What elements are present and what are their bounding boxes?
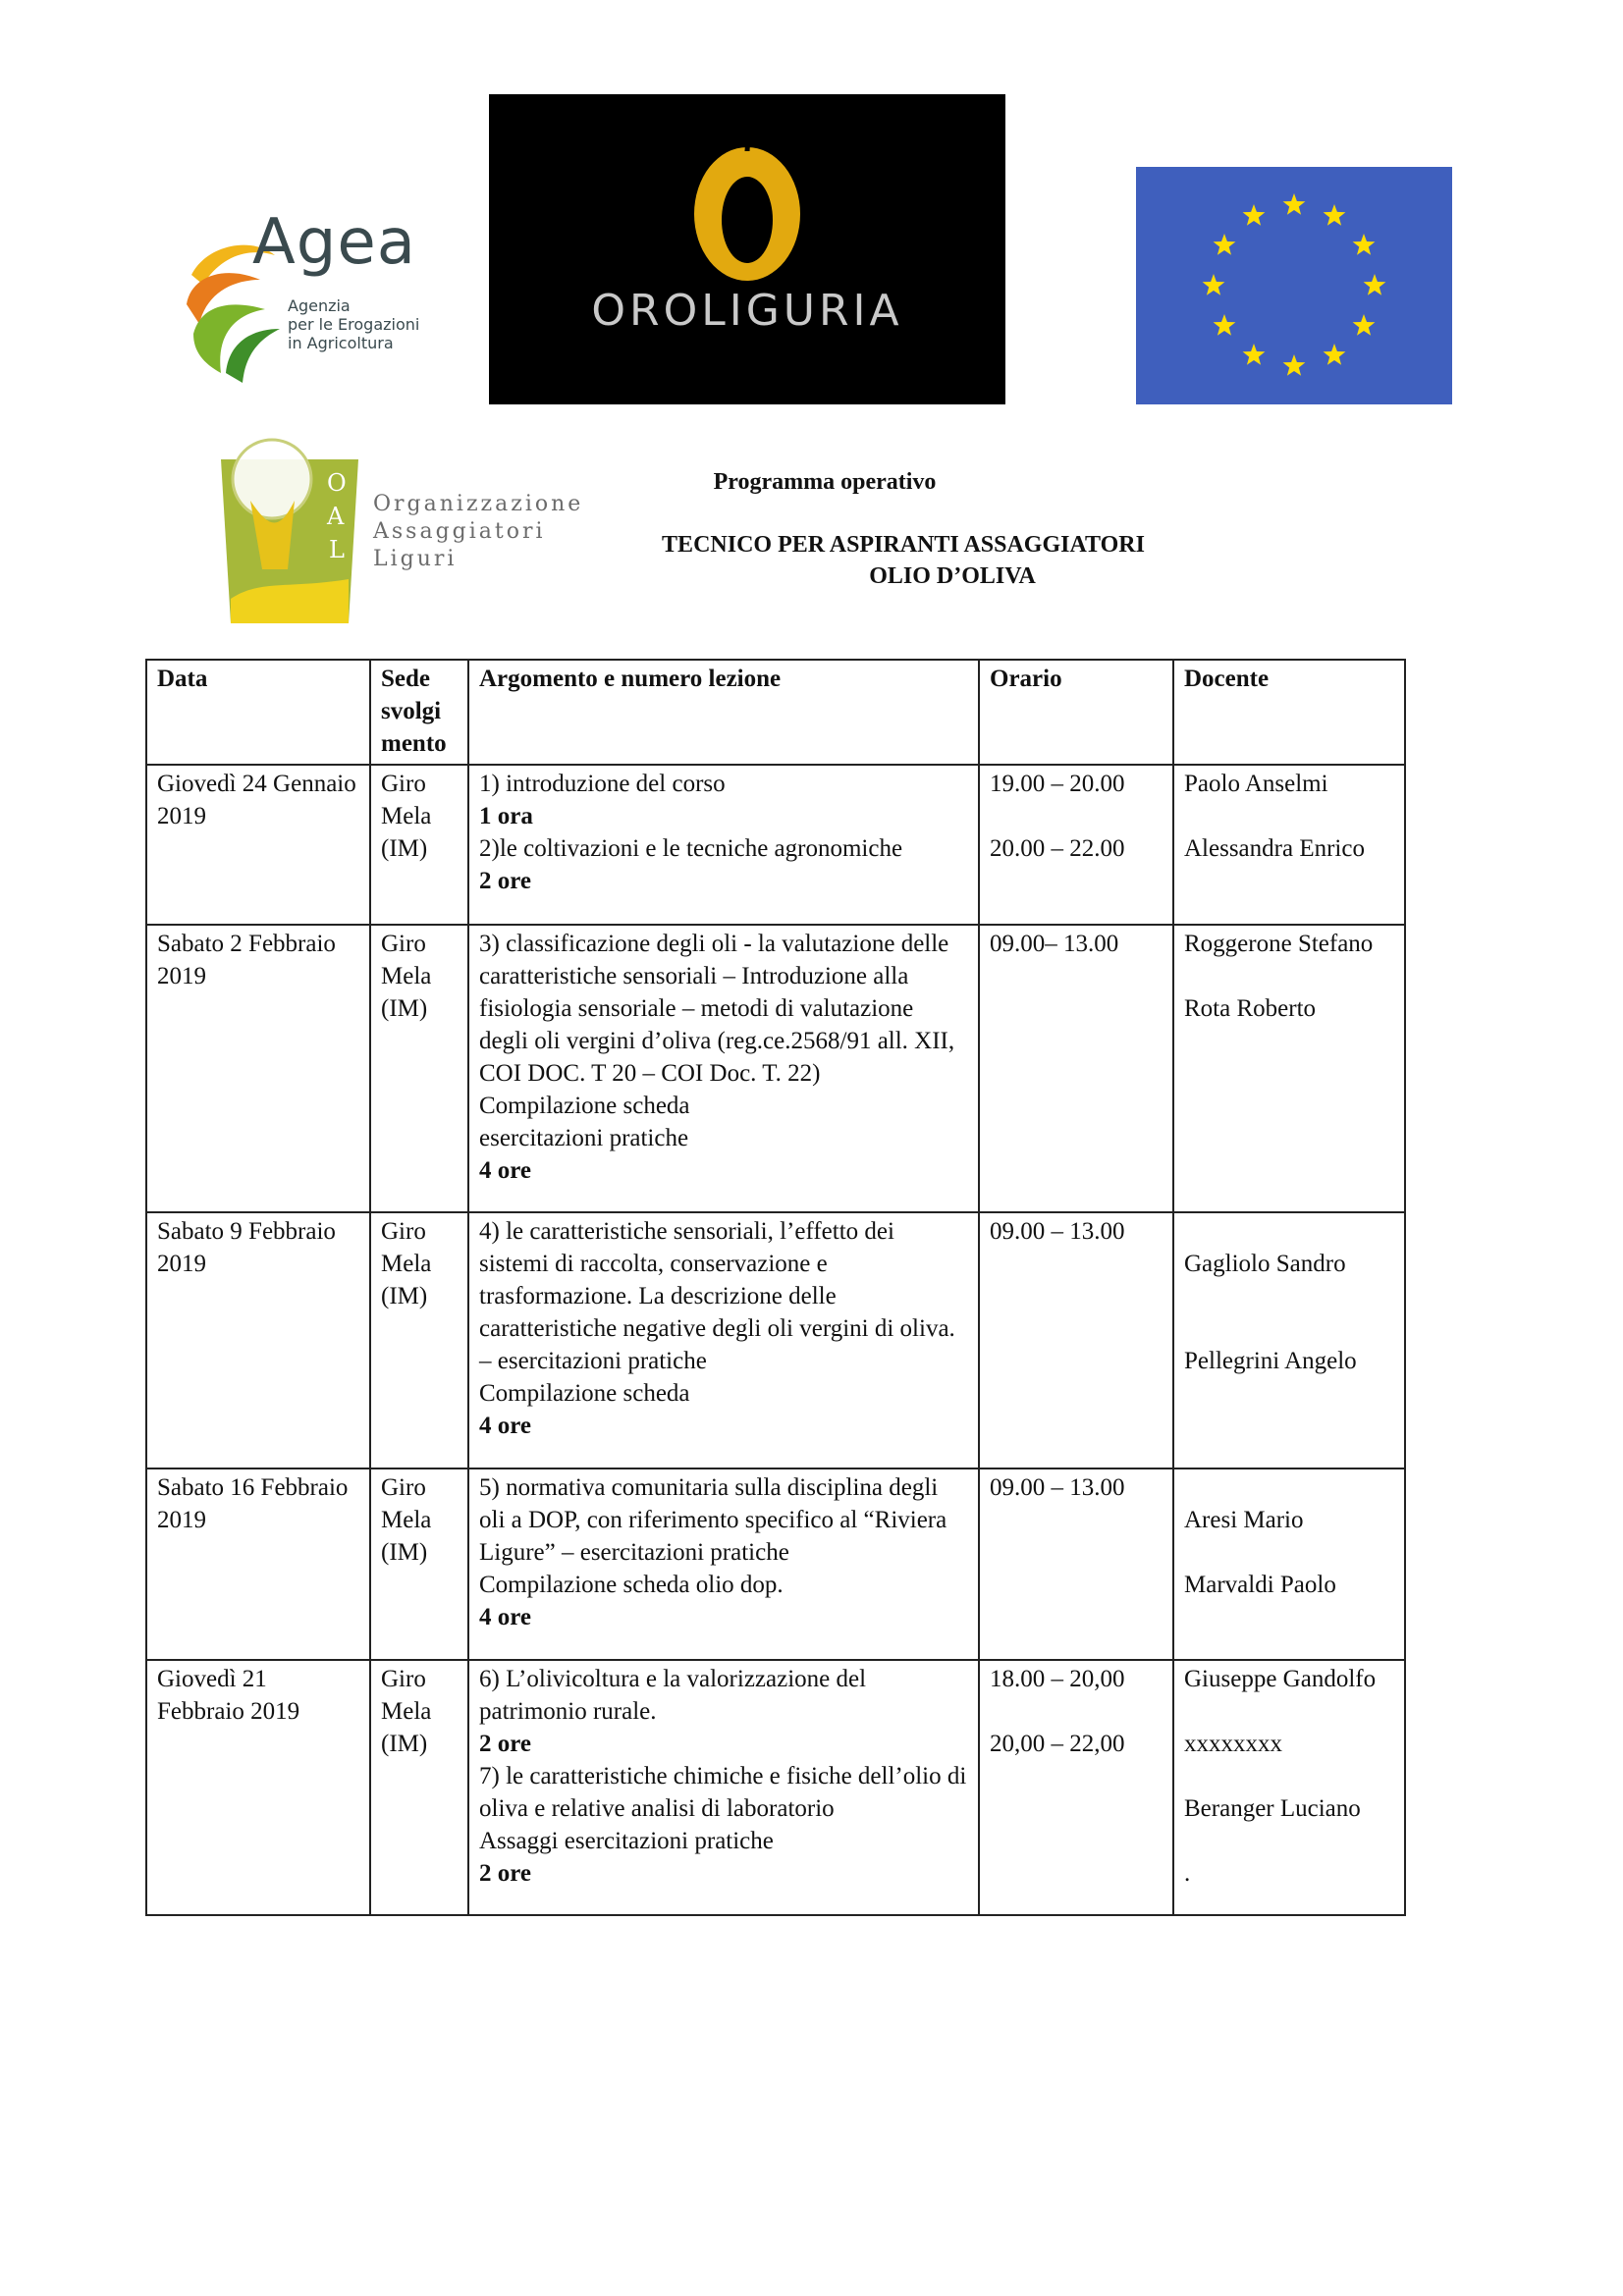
eu-star-icon xyxy=(1353,314,1376,336)
agea-logo xyxy=(182,206,427,363)
topic-text: Compilazione scheda xyxy=(479,1093,690,1119)
time-cell xyxy=(979,1660,1173,1915)
time-cell xyxy=(979,925,1173,1212)
date-cell: Sabato 2 Febbraio 2019 xyxy=(146,925,370,1212)
place-cell: Giro Mela (IM) xyxy=(370,765,468,925)
topic-text: Assaggi esercitazioni pratiche xyxy=(479,1828,774,1854)
oal-letter-a: A xyxy=(327,503,345,530)
table-row xyxy=(146,1212,1405,1468)
eu-star-icon xyxy=(1214,234,1236,255)
page-title: Programma operativo xyxy=(713,469,937,495)
topic-text: esercitazioni pratiche xyxy=(479,1125,689,1151)
topic-cell xyxy=(468,1660,979,1915)
oroliguria-logo xyxy=(489,94,1005,404)
date-cell: Giovedì 24 Gennaio 2019 xyxy=(146,765,370,925)
teacher-name: Paolo Anselmi xyxy=(1184,771,1328,797)
column-header-place: Sede svolgi mento xyxy=(370,660,468,765)
oal-name-line-1: Organizzazione xyxy=(373,492,584,516)
column-header-topic: Argomento e numero lezione xyxy=(468,660,979,765)
topic-text: Compilazione scheda olio dop. xyxy=(479,1572,784,1598)
table-row xyxy=(146,1468,1405,1660)
agea-subtitle: Agenzia per le Erogazioni in Agricoltura xyxy=(288,296,420,352)
eu-star-icon xyxy=(1243,204,1266,226)
eu-star-icon xyxy=(1283,354,1306,376)
teacher-name: Pellegrini Angelo xyxy=(1184,1348,1357,1374)
topic-text: 5) normativa comunitaria sulla disciplina degli oli a DOP, con riferimento specifico al “Riviera Ligure” – esercitazioni pratiche xyxy=(479,1474,947,1566)
teacher-name: Gagliolo Sandro xyxy=(1184,1251,1346,1277)
teacher-name: Marvaldi Paolo xyxy=(1184,1572,1336,1598)
time-slot: 09.00 – 13.00 xyxy=(990,1218,1125,1245)
table-row xyxy=(146,1660,1405,1915)
time-slot: 09.00– 13.00 xyxy=(990,931,1119,957)
olive-icon xyxy=(489,94,1005,291)
teacher-name: Aresi Mario xyxy=(1184,1507,1304,1533)
schedule-table xyxy=(145,659,1406,1916)
topic-hours: 2 ore xyxy=(479,1731,531,1757)
topic-text: 4) le caratteristiche sensoriali, l’effetto dei sistemi di raccolta, conservazione e trasformazione. La descrizione delle caratteristiche negative degli oli vergini di oliva. – esercitazioni pratiche xyxy=(479,1218,955,1374)
oal-name-line-2: Assaggiatori xyxy=(373,519,546,544)
eu-star-icon xyxy=(1364,274,1386,295)
oal-logo xyxy=(201,432,614,628)
topic-hours: 1 ora xyxy=(479,803,533,829)
eu-star-icon xyxy=(1214,314,1236,336)
agea-wordmark: Agea xyxy=(252,206,416,279)
place-cell: Giro Mela (IM) xyxy=(370,1468,468,1660)
eu-star-icon xyxy=(1324,204,1346,226)
column-header-teacher: Docente xyxy=(1173,660,1405,765)
place-cell: Giro Mela (IM) xyxy=(370,925,468,1212)
oal-glass-icon xyxy=(201,432,378,628)
topic-hours: 4 ore xyxy=(479,1604,531,1630)
oal-letter-l: L xyxy=(329,536,345,563)
table-row xyxy=(146,765,1405,925)
teacher-cell xyxy=(1173,1468,1405,1660)
place-cell: Giro Mela (IM) xyxy=(370,1660,468,1915)
time-cell xyxy=(979,1212,1173,1468)
teacher-cell xyxy=(1173,765,1405,925)
eu-star-icon xyxy=(1283,193,1306,215)
column-header-time: Orario xyxy=(979,660,1173,765)
topic-hours: 2 ore xyxy=(479,1860,531,1887)
topic-text: 2)le coltivazioni e le tecniche agronomiche xyxy=(479,835,903,862)
oal-letter-o: O xyxy=(327,469,347,497)
topic-text: 3) classificazione degli oli - la valutazione delle caratteristiche sensoriali – Introduzione alla fisiologia sensoriale – metodi di valutazione degli oli vergini d’oliva (reg.ce.2568/91 all. XII, COI DOC. T 20 – COI Doc. T. 22) xyxy=(479,931,955,1087)
time-cell xyxy=(979,1468,1173,1660)
oroliguria-wordmark: OROLIGURIA xyxy=(591,286,903,336)
eu-star-icon xyxy=(1243,344,1266,365)
time-slot: 18.00 – 20,00 xyxy=(990,1666,1125,1692)
teacher-name: Beranger Luciano xyxy=(1184,1795,1361,1822)
eu-star-icon xyxy=(1203,274,1225,295)
course-title-line-1: TECNICO PER ASPIRANTI ASSAGGIATORI xyxy=(662,532,1145,558)
time-slot: 20,00 – 22,00 xyxy=(990,1731,1125,1757)
topic-cell xyxy=(468,1468,979,1660)
date-cell: Giovedì 21 Febbraio 2019 xyxy=(146,1660,370,1915)
teacher-cell xyxy=(1173,925,1405,1212)
time-slot: 19.00 – 20.00 xyxy=(990,771,1125,797)
topic-text: 7) le caratteristiche chimiche e fisiche dell’olio di oliva e relative analisi di laboratorio xyxy=(479,1763,967,1822)
topic-cell xyxy=(468,925,979,1212)
oal-name-line-3: Liguri xyxy=(373,547,458,571)
time-slot: 09.00 – 13.00 xyxy=(990,1474,1125,1501)
teacher-cell xyxy=(1173,1212,1405,1468)
oal-name xyxy=(373,491,583,573)
topic-hours: 4 ore xyxy=(479,1157,531,1184)
teacher-cell xyxy=(1173,1660,1405,1915)
topic-cell xyxy=(468,765,979,925)
topic-hours: 4 ore xyxy=(479,1413,531,1439)
eu-star-icon xyxy=(1324,344,1346,365)
topic-hours: 2 ore xyxy=(479,868,531,894)
topic-text: 1) introduzione del corso xyxy=(479,771,726,797)
teacher-name: xxxxxxxx xyxy=(1184,1731,1282,1757)
time-slot: 20.00 – 22.00 xyxy=(990,835,1125,862)
topic-cell xyxy=(468,1212,979,1468)
teacher-name: . xyxy=(1184,1860,1191,1887)
course-title-line-2: OLIO D’OLIVA xyxy=(869,563,1036,589)
eu-stars-icon xyxy=(1136,167,1452,404)
eu-flag xyxy=(1136,167,1452,404)
topic-text: 6) L’olivicoltura e la valorizzazione del patrimonio rurale. xyxy=(479,1666,867,1725)
teacher-name: Giuseppe Gandolfo xyxy=(1184,1666,1377,1692)
teacher-name: Alessandra Enrico xyxy=(1184,835,1365,862)
place-cell: Giro Mela (IM) xyxy=(370,1212,468,1468)
date-cell: Sabato 16 Febbraio 2019 xyxy=(146,1468,370,1660)
date-cell: Sabato 9 Febbraio 2019 xyxy=(146,1212,370,1468)
teacher-name: Rota Roberto xyxy=(1184,995,1317,1022)
teacher-name: Roggerone Stefano xyxy=(1184,931,1374,957)
topic-text: Compilazione scheda xyxy=(479,1380,690,1407)
eu-star-icon xyxy=(1353,234,1376,255)
column-header-date: Data xyxy=(146,660,370,765)
table-header-row xyxy=(146,660,1405,765)
time-cell xyxy=(979,765,1173,925)
table-row xyxy=(146,925,1405,1212)
